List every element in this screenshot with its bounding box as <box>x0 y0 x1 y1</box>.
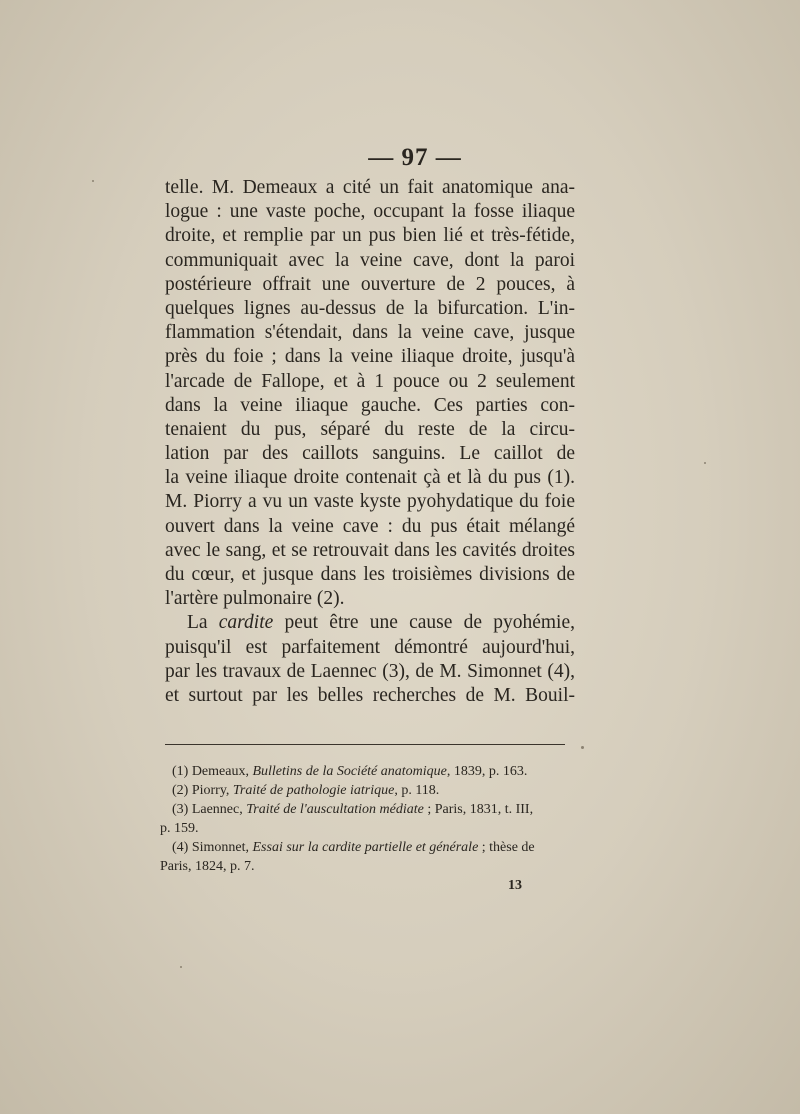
footnote-line <box>160 819 575 838</box>
text-line: droite, et remplie par un pus bien lié et très-fétide, <box>165 225 575 247</box>
footnote-line <box>160 762 575 781</box>
text-line: du cœur, et jusque dans les troisièmes divisions de <box>165 564 575 585</box>
footnote-text: Paris, 1824, p. 7. <box>160 859 255 874</box>
signature-mark: 13 <box>508 878 522 893</box>
text-line: ouvert dans la veine cave : du pus était mélangé <box>165 515 575 537</box>
paper-speck <box>581 746 584 749</box>
footnote-text: p. 159. <box>160 821 199 836</box>
footnote-title: Bulletins de la Société anatomique <box>252 764 447 779</box>
text-line: avec le sang, et se retrouvait dans les cavités droites <box>165 539 575 561</box>
footnote-divider <box>165 744 565 745</box>
footnote-text: , p. 118. <box>394 783 440 798</box>
page-number: — 97 — <box>368 144 462 171</box>
footnote-line <box>160 857 575 876</box>
footnote-text: ; thèse de <box>478 840 535 855</box>
text-line: près du foie ; dans la veine iliaque droite, jusqu'à <box>165 346 575 368</box>
footnote-text: (3) Laennec, <box>172 802 247 817</box>
text-line: l'arcade de Fallope, et à 1 pouce ou 2 seulement <box>165 370 575 392</box>
italic-term: cardite <box>218 612 274 634</box>
paper-speck <box>92 180 94 182</box>
text-line: flammation s'étendait, dans la veine cave, jusque <box>165 322 575 344</box>
paper-speck <box>180 966 182 968</box>
footnote-title: Traité de l'auscultation médiate <box>246 802 424 817</box>
footnote-text: (1) Demeaux, <box>172 764 253 779</box>
text-line: et surtout par les belles recherches de M. Bouil- <box>165 684 575 706</box>
text-line: tenaient du pus, séparé du reste de la circu- <box>165 418 575 440</box>
text-line: La cardite peut être une cause de pyohémie, <box>187 612 575 634</box>
text-line: telle. M. Demeaux a cité un fait anatomique ana- <box>165 177 575 198</box>
footnote-title: Essai sur la cardite partielle et générale <box>252 840 479 855</box>
footnote-text: (2) Piorry, <box>172 783 233 798</box>
text-line: quelques lignes au-dessus de la bifurcation. L'in- <box>165 297 575 319</box>
footnote-line <box>160 800 575 819</box>
footnote-text: (4) Simonnet, <box>172 840 253 855</box>
text-line: la veine iliaque droite contenait çà et là du pus (1). <box>165 467 575 489</box>
text-line: l'artère pulmonaire (2). <box>165 588 345 610</box>
body-text <box>165 176 575 708</box>
text-line: par les travaux de Laennec (3), de M. Simonnet (4), <box>165 660 575 682</box>
text-line: communiquait avec la veine cave, dont la paroi <box>165 249 575 271</box>
text-line: M. Piorry a vu un vaste kyste pyohydatique du foie <box>165 491 575 513</box>
text-line: lation par des caillots sanguins. Le caillot de <box>165 443 575 465</box>
footnote-title: Traité de pathologie iatrique <box>232 783 395 798</box>
text-line: dans la veine iliaque gauche. Ces parties con- <box>165 394 575 416</box>
paper-speck <box>704 462 706 464</box>
footnote-line <box>160 781 575 800</box>
text-line: postérieure offrait une ouverture de 2 pouces, à <box>165 273 575 295</box>
text-line: puisqu'il est parfaitement démontré aujourd'hui, <box>165 636 575 658</box>
footnote-text: , 1839, p. 163. <box>446 764 528 779</box>
footnote-line <box>160 838 575 857</box>
footnotes <box>160 762 575 876</box>
footnote-text: ; Paris, 1831, t. III, <box>423 802 534 817</box>
text-line: logue : une vaste poche, occupant la fosse iliaque <box>165 201 575 223</box>
